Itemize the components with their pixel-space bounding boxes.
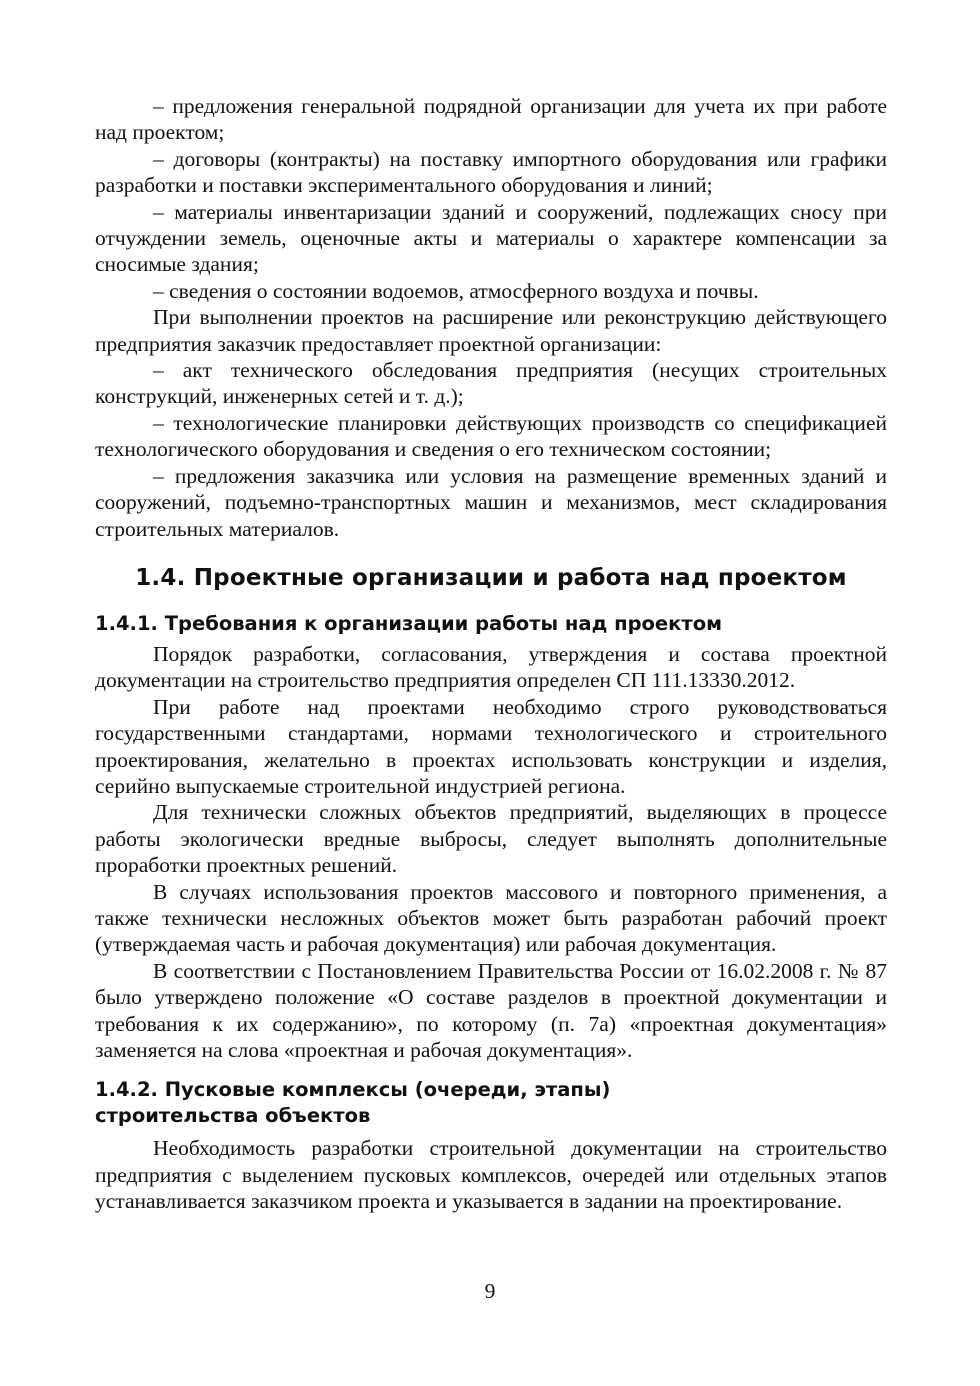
subsection-heading-1-4-2 bbox=[95, 1077, 887, 1129]
body-paragraph: В соответствии с Постановлением Правительства России от 16.02.2008 г. № 87 было утверждено положение «О составе разделов в проектной документации и требования к их содержанию», по которому (п. 7а) «проектная документация» заменяется на слова «проектная и рабочая документация». bbox=[95, 958, 887, 1062]
page-body bbox=[95, 93, 887, 1215]
body-paragraph: – предложения генеральной подрядной организации для учета их при работе над проектом; bbox=[95, 94, 887, 145]
body-paragraph: Необходимость разработки строительной документации на строительство предприятия с выделением пусковых комплексов, очередей или отдельных этапов устанавливается заказчиком проекта и указывается в задании на проектирование. bbox=[95, 1136, 887, 1214]
body-paragraph: В случаях использования проектов массового и повторного применения, а также технически несложных объектов может быть разработан рабочий проект (утверждаемая часть и рабочая документация) или рабочая документация. bbox=[95, 879, 887, 957]
body-paragraph: При работе над проектами необходимо строго руководствоваться государственными стандартами, нормами технологического и строительного проектирования, желательно в проектах использовать конструкции и изделия, серийно выпускаемые строительной индустрией региона. bbox=[95, 694, 887, 798]
body-paragraph: – предложения заказчика или условия на размещение временных зданий и сооружений, подъемно-транспортных машин и механизмов, мест складирования строительных материалов. bbox=[95, 463, 887, 541]
subsection-heading-1-4-1: 1.4.1. Требования к организации работы над проектом bbox=[95, 611, 723, 635]
body-paragraph: При выполнении проектов на расширение или реконструкцию действующего предприятия заказчик предоставляет проектной организации: bbox=[95, 305, 887, 356]
body-paragraph: – материалы инвентаризации зданий и сооружений, подлежащих сносу при отчуждении земель, оценочные акты и материалы о характере компенсации за сносимые здания; bbox=[95, 199, 887, 277]
body-paragraph: – договоры (контракты) на поставку импортного оборудования или графики разработки и поставки экспериментального оборудования и линий; bbox=[95, 146, 887, 198]
body-paragraph: – технологические планировки действующих производств со спецификацией технологического оборудования и сведения о его техническом состоянии; bbox=[95, 410, 887, 462]
subsection-heading-line: 1.4.2. Пусковые комплексы (очереди, этапы) bbox=[95, 1078, 611, 1102]
body-paragraph: – акт технического обследования предприятия (несущих строительных конструкций, инженерных сетей и т. д.); bbox=[95, 358, 887, 409]
body-paragraph: Порядок разработки, согласования, утверждения и состава проектной документации на строительство предприятия определен СП 111.13330.2012. bbox=[95, 641, 887, 693]
subsection-heading-line: строительства объектов bbox=[95, 1104, 371, 1128]
section-heading-1-4: 1.4. Проектные организации и работа над проектом bbox=[135, 564, 847, 591]
page-number: 9 bbox=[484, 1279, 496, 1303]
body-paragraph: Для технически сложных объектов предприятий, выделяющих в процессе работы экологически вредные выбросы, следует выполнять дополнительные проработки проектных решений. bbox=[95, 800, 887, 878]
body-paragraph: – сведения о состоянии водоемов, атмосферного воздуха и почвы. bbox=[153, 278, 759, 303]
